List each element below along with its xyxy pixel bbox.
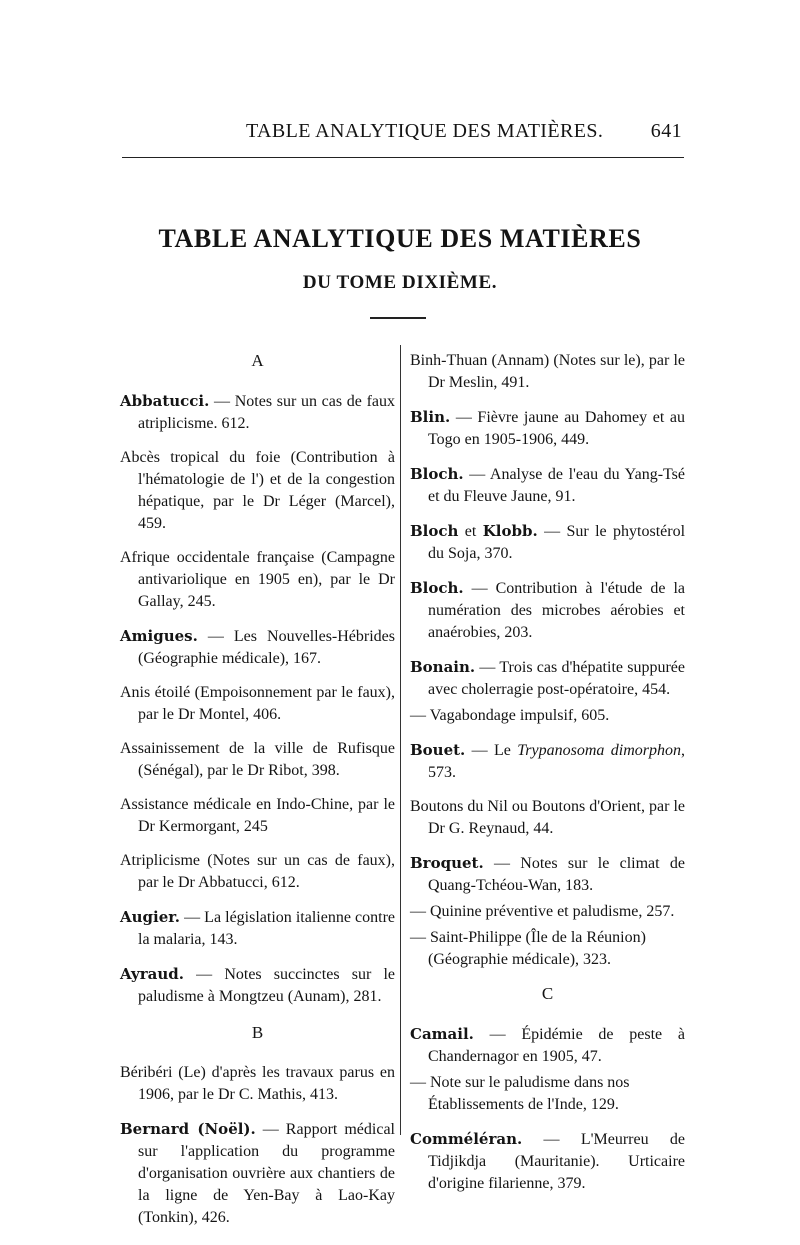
index-entry <box>120 547 395 613</box>
index-entry <box>410 1128 685 1195</box>
index-entry <box>410 739 685 784</box>
entry-text: Béribéri (Le) d'après les travaux parus en 1906, par le Dr C. Mathis, 413. <box>120 1064 395 1103</box>
entry-text: — Le <box>465 742 518 759</box>
page-number: 641 <box>650 120 682 142</box>
entry-connector: et <box>458 523 483 540</box>
entry-name: Augier. <box>120 908 181 926</box>
entry-name: Bernard (Noël). <box>120 1120 256 1138</box>
entry-name: Bonain. <box>410 658 476 676</box>
section-letter-c: C <box>541 984 554 1003</box>
entry-text: — Contribution à l'étude de la numération des microbes aérobies et anaérobies, 203. <box>428 580 685 641</box>
entry-text: — Analyse de l'eau du Yang-Tsé et du Fleuve Jaune, 91. <box>428 466 685 505</box>
entry-name: Bloch. <box>410 579 464 597</box>
title-rule <box>370 317 426 319</box>
entry-name: Bloch. <box>410 465 464 483</box>
section-letter-a: A <box>251 351 264 370</box>
entry-text: — Notes sur un cas de faux atriplicisme. 612. <box>138 393 395 432</box>
entry-text: — Notes succinctes sur le paludisme à Mongtzeu (Aunam), 281. <box>138 966 395 1005</box>
index-subentry: — Note sur le paludisme dans nos Établissements de l'Inde, 129. <box>410 1074 630 1113</box>
column-divider <box>400 345 401 1135</box>
entry-name: Broquet. <box>410 854 484 872</box>
header-rule <box>122 157 684 158</box>
index-entry <box>120 390 395 435</box>
entry-text: — L'Meurreu de Tidjikdja (Mauritanie). Urticaire d'origine filarienne, 379. <box>428 1131 685 1192</box>
entry-text: , 573. <box>428 742 685 781</box>
entry-text: — Les Nouvelles-Hébrides (Géographie médicale), 167. <box>138 628 395 667</box>
index-entry <box>120 1118 395 1229</box>
index-entry <box>410 350 685 394</box>
entry-name: Blin. <box>410 408 451 426</box>
index-subentry: — Saint-Philippe (Île de la Réunion) (Géographie médicale), 323. <box>410 929 646 968</box>
entry-text: Abcès tropical du foie (Contribution à l'hématologie de l') et de la congestion hépatique, par le Dr Léger (Marcel), 459. <box>120 449 395 532</box>
section-letter-b: B <box>251 1023 264 1042</box>
index-entry <box>120 794 395 838</box>
index-entry <box>410 577 685 644</box>
index-entry <box>410 1023 685 1068</box>
entry-name: Abbatucci. <box>120 392 210 410</box>
entry-text: — Fièvre jaune au Dahomey et au Togo en 1905-1906, 449. <box>428 409 685 448</box>
index-subentry: — Quinine préventive et paludisme, 257. <box>410 903 675 920</box>
running-title: TABLE ANALYTIQUE DES MATIÈRES. <box>246 120 604 142</box>
index-entry <box>120 850 395 894</box>
entry-name: Bloch <box>410 522 459 540</box>
entry-text: Afrique occidentale française (Campagne antivariolique en 1905 en), par le Dr Gallay, 245. <box>120 549 395 610</box>
entry-name: Bouet. <box>410 741 466 759</box>
page-subtitle: DU TOME DIXIÈME. <box>302 272 498 293</box>
entry-name: Camail. <box>410 1025 474 1043</box>
index-subentry: — Vagabondage impulsif, 605. <box>410 707 610 724</box>
entry-name: Amigues. <box>120 627 198 645</box>
index-entry <box>120 963 395 1008</box>
entry-text: Assainissement de la ville de Rufisque (Sénégal), par le Dr Ribot, 398. <box>120 740 395 779</box>
left-column <box>120 350 395 1241</box>
entry-text: — La législation italienne contre la malaria, 143. <box>138 909 395 948</box>
entry-text: Anis étoilé (Empoisonnement par le faux), par le Dr Montel, 406. <box>120 684 395 723</box>
entry-text: Binh-Thuan (Annam) (Notes sur le), par le Dr Meslin, 491. <box>410 352 685 391</box>
entry-name: Ayraud. <box>120 965 184 983</box>
index-entry <box>120 906 395 951</box>
index-entry <box>120 682 395 726</box>
index-entry <box>120 1062 395 1106</box>
entry-text: Assistance médicale en Indo-Chine, par le Dr Kermorgant, 245 <box>120 796 395 835</box>
index-entry <box>120 738 395 782</box>
index-entry <box>120 625 395 670</box>
index-entry <box>410 406 685 451</box>
entry-name: Comméléran. <box>410 1130 523 1148</box>
entry-text: — Épidémie de peste à Chandernagor en 1905, 47. <box>428 1026 685 1065</box>
entry-text: — Trois cas d'hépatite suppurée avec cholerragie post-opératoire, 454. <box>428 659 685 698</box>
index-entry <box>410 796 685 840</box>
right-column <box>410 350 685 1207</box>
entry-text: — Sur le phytostérol du Soja, 370. <box>428 523 686 562</box>
entry-text: Boutons du Nil ou Boutons d'Orient, par le Dr G. Reynaud, 44. <box>410 798 685 837</box>
entry-text: — Notes sur le climat de Quang-Tchéou-Wan, 183. <box>428 855 685 894</box>
index-entry <box>410 852 685 897</box>
entry-name: Klobb. <box>482 522 538 540</box>
index-entry <box>410 520 685 565</box>
index-entry <box>410 463 685 508</box>
index-entry <box>120 447 395 535</box>
page-title: TABLE ANALYTIQUE DES MATIÈRES <box>158 224 642 253</box>
running-head <box>122 120 682 148</box>
entry-text: Atriplicisme (Notes sur un cas de faux), par le Dr Abbatucci, 612. <box>120 852 395 891</box>
entry-text: — Rapport médical sur l'application du programme d'organisation ouvrière aux chantiers de la ligne de Yen-Bay à Lao-Kay (Tonkin), 426. <box>138 1121 395 1226</box>
index-entry <box>410 656 685 701</box>
entry-italic: Trypanosoma dimorphon <box>517 742 681 759</box>
